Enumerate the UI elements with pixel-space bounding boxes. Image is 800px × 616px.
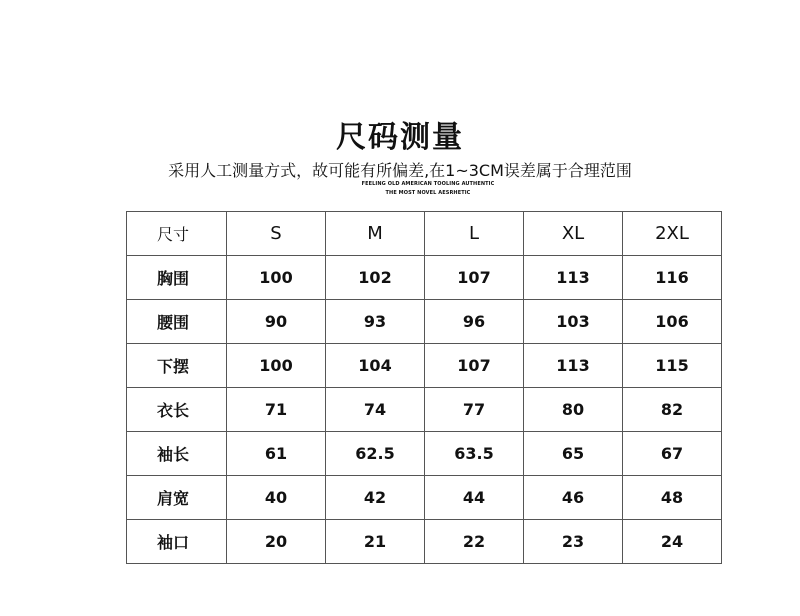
table-cell: 115 bbox=[623, 344, 722, 388]
row-label: 肩宽 bbox=[127, 476, 227, 520]
table-cell: 65 bbox=[524, 432, 623, 476]
header-cell-xl: XL bbox=[524, 212, 623, 256]
table-cell: 23 bbox=[524, 520, 623, 564]
table-cell: 93 bbox=[326, 300, 425, 344]
table-cell: 90 bbox=[227, 300, 326, 344]
page-title: 尺码测量 bbox=[336, 120, 464, 155]
table-cell: 107 bbox=[425, 344, 524, 388]
table-cell: 48 bbox=[623, 476, 722, 520]
table-cell: 77 bbox=[425, 388, 524, 432]
header-cell-size: 尺寸 bbox=[127, 212, 227, 256]
table-cell: 40 bbox=[227, 476, 326, 520]
table-cell: 44 bbox=[425, 476, 524, 520]
row-label: 衣长 bbox=[127, 388, 227, 432]
row-label: 胸围 bbox=[127, 256, 227, 300]
table-cell: 63.5 bbox=[425, 432, 524, 476]
table-cell: 62.5 bbox=[326, 432, 425, 476]
table-cell: 67 bbox=[623, 432, 722, 476]
table-cell: 21 bbox=[326, 520, 425, 564]
table-row bbox=[127, 344, 722, 388]
table-cell: 24 bbox=[623, 520, 722, 564]
table-row bbox=[127, 388, 722, 432]
table-cell: 96 bbox=[425, 300, 524, 344]
row-label: 腰围 bbox=[127, 300, 227, 344]
table-cell: 106 bbox=[623, 300, 722, 344]
table-row bbox=[127, 256, 722, 300]
table-row bbox=[127, 432, 722, 476]
table-cell: 116 bbox=[623, 256, 722, 300]
table-cell: 82 bbox=[623, 388, 722, 432]
table-cell: 100 bbox=[227, 344, 326, 388]
tagline-line-1: FEELING OLD AMERICAN TOOLING AUTHENTIC bbox=[361, 181, 495, 187]
table-cell: 42 bbox=[326, 476, 425, 520]
row-label: 袖长 bbox=[127, 432, 227, 476]
table-row bbox=[127, 476, 722, 520]
size-chart-table bbox=[126, 211, 722, 564]
table-cell: 104 bbox=[326, 344, 425, 388]
row-label: 下摆 bbox=[127, 344, 227, 388]
table-cell: 74 bbox=[326, 388, 425, 432]
table-row bbox=[127, 300, 722, 344]
header-cell-s: S bbox=[227, 212, 326, 256]
table-cell: 100 bbox=[227, 256, 326, 300]
table-cell: 113 bbox=[524, 256, 623, 300]
table-row bbox=[127, 520, 722, 564]
table-cell: 80 bbox=[524, 388, 623, 432]
header-cell-2xl: 2XL bbox=[623, 212, 722, 256]
row-label: 袖口 bbox=[127, 520, 227, 564]
table-cell: 113 bbox=[524, 344, 623, 388]
table-cell: 102 bbox=[326, 256, 425, 300]
page-subtitle: 采用人工测量方式，故可能有所偏差,在1~3CM误差属于合理范围 bbox=[168, 161, 632, 180]
table-cell: 107 bbox=[425, 256, 524, 300]
tagline-line-2: THE MOST NOVEL AESRHETIC bbox=[385, 190, 471, 196]
table-cell: 22 bbox=[425, 520, 524, 564]
header-cell-m: M bbox=[326, 212, 425, 256]
table-cell: 20 bbox=[227, 520, 326, 564]
table-cell: 71 bbox=[227, 388, 326, 432]
table-cell: 46 bbox=[524, 476, 623, 520]
table-cell: 61 bbox=[227, 432, 326, 476]
header-cell-l: L bbox=[425, 212, 524, 256]
table-cell: 103 bbox=[524, 300, 623, 344]
table-header-row bbox=[127, 212, 722, 256]
